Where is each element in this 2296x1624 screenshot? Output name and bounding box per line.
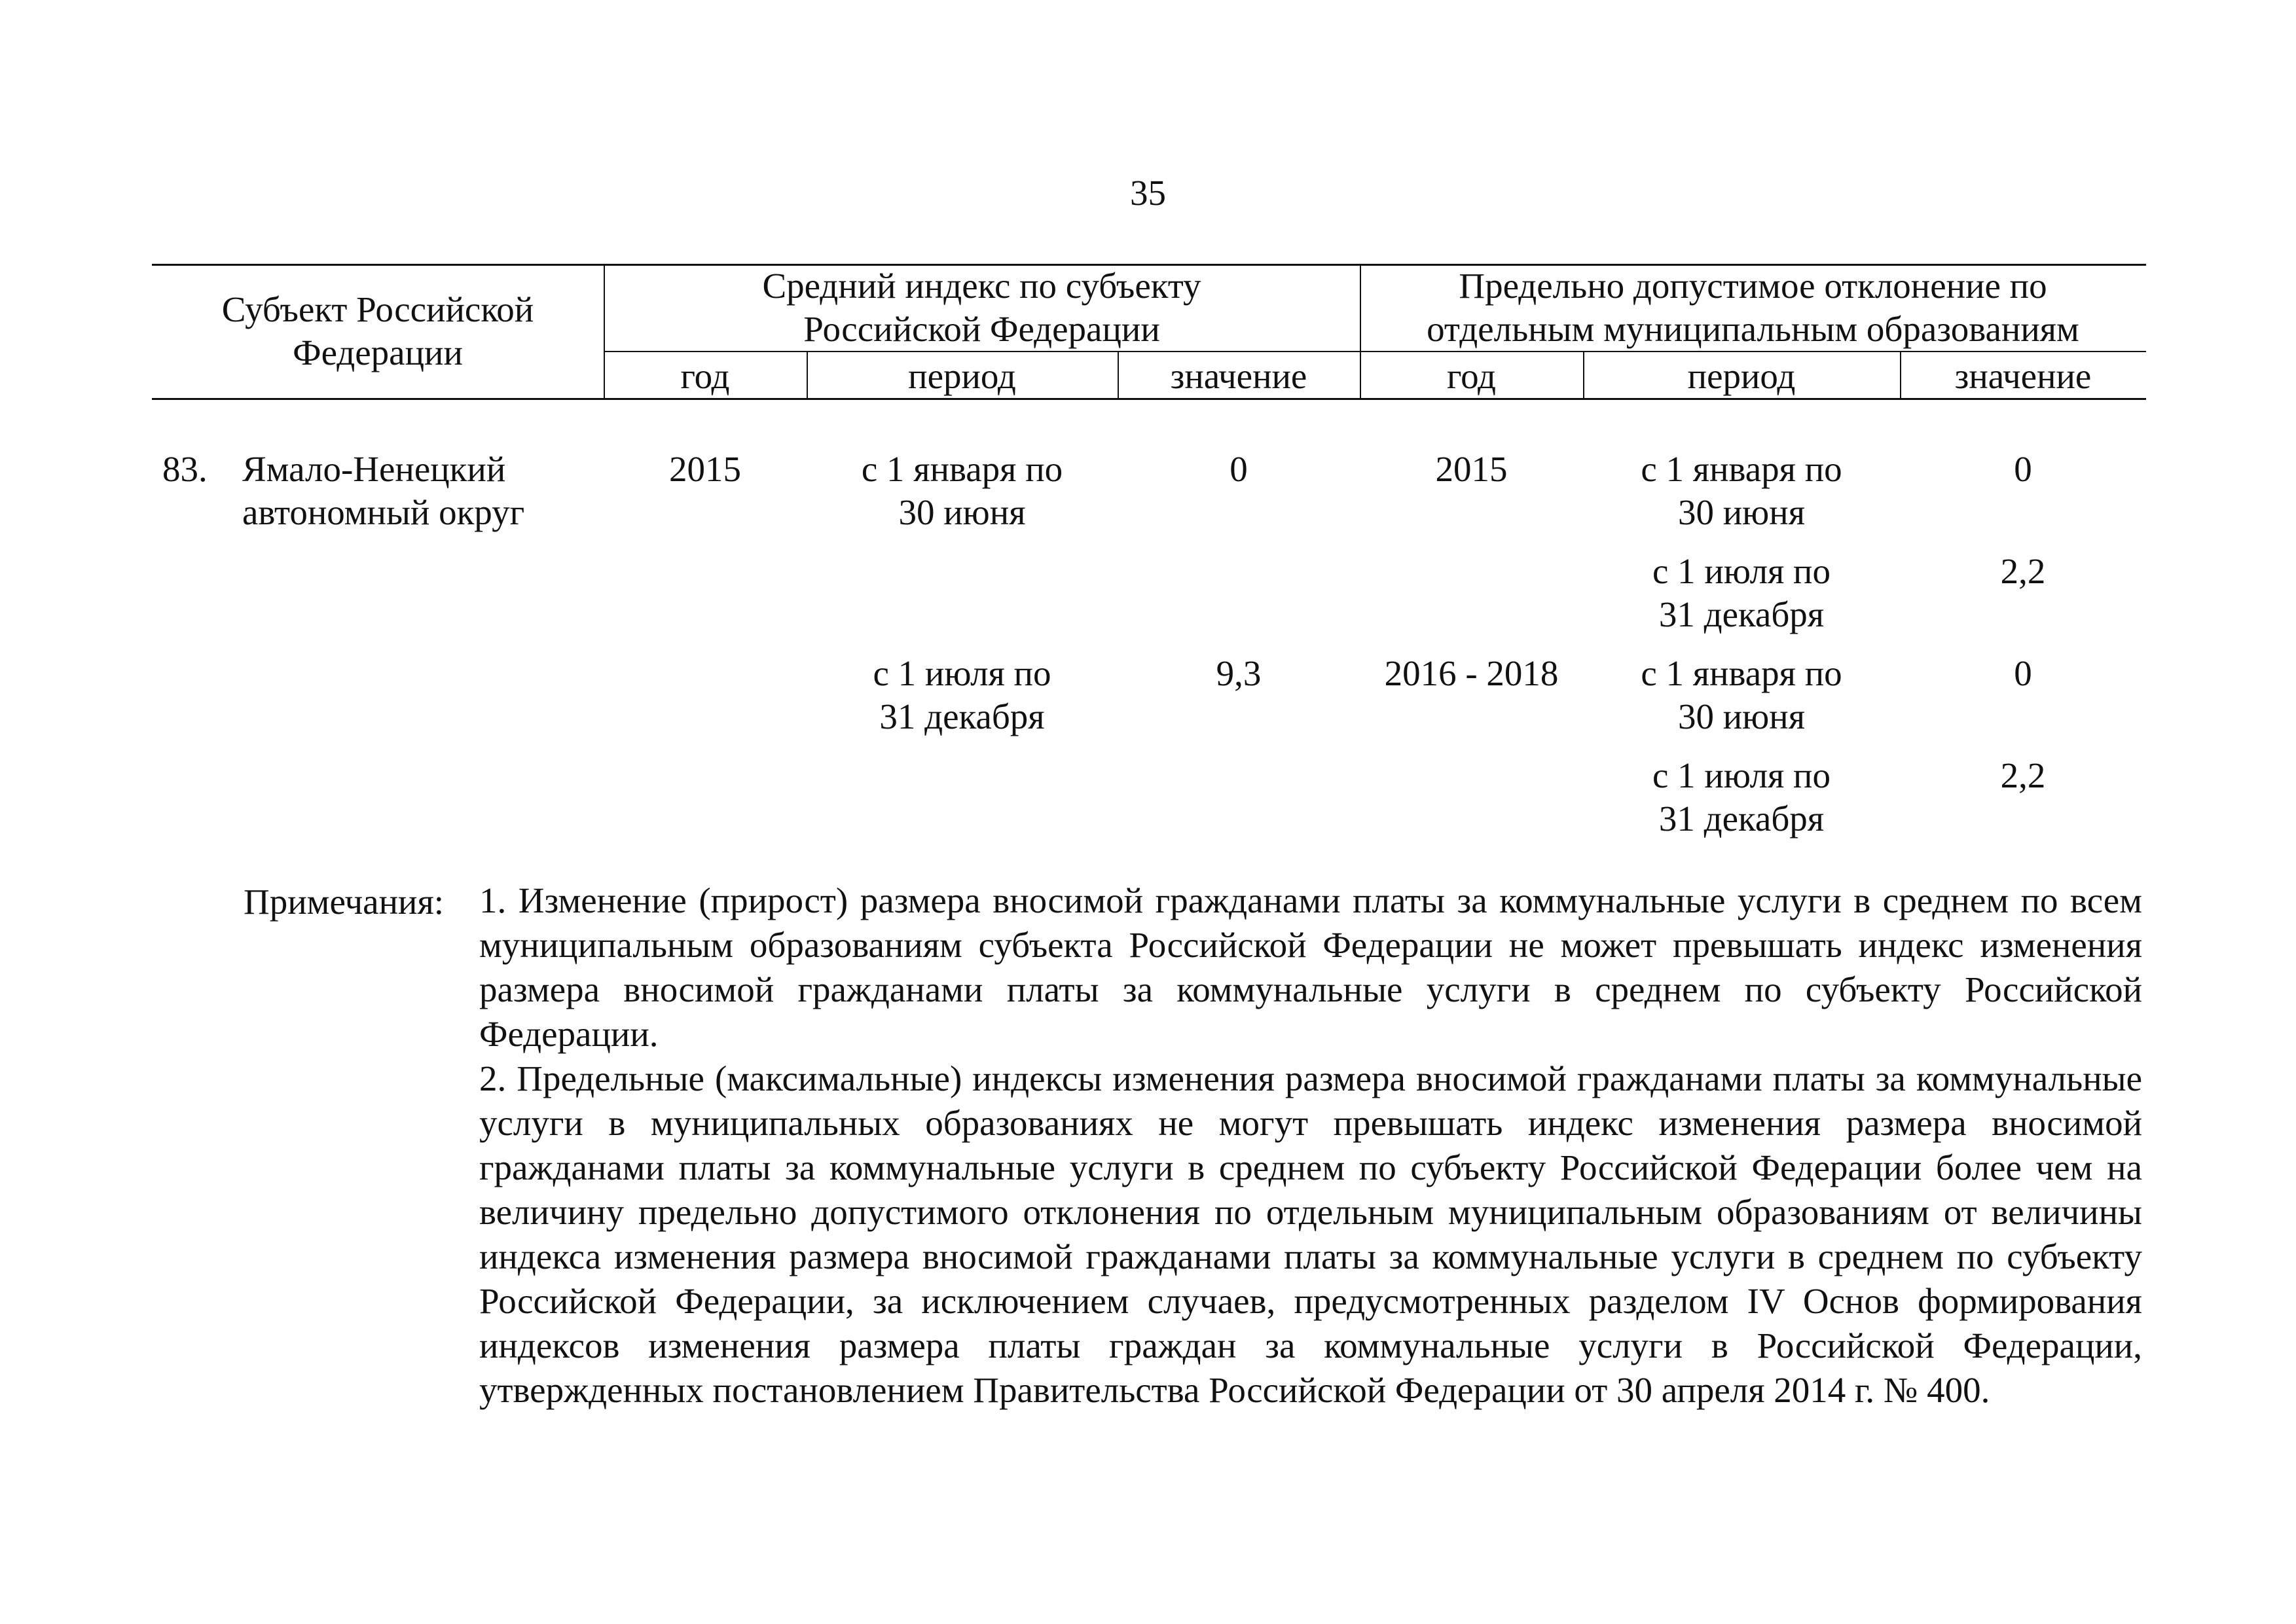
note-text: Изменение (прирост) размера вносимой гражданами платы за коммунальные услуги в среднем по всем муниципальным образованиям субъекта Российской Федерации не может превышать индекс изменения размера вносимой гражданами платы за коммунальные услуги в среднем по субъекту Российской Федерации.	[479, 880, 2143, 1054]
note-number: 2.	[479, 1058, 507, 1098]
dev-period: с 1 января по 30 июня	[1641, 449, 1842, 532]
header-period: период	[908, 356, 1016, 396]
header-subject: Субъект Российской Федерации	[221, 289, 534, 372]
avg-value: 0	[1230, 449, 1248, 489]
header-bottom-rule	[152, 398, 2146, 400]
dev-value: 2,2	[2000, 755, 2046, 795]
header-year: год	[1446, 356, 1497, 396]
header-value: значение	[1954, 356, 2092, 396]
dev-year: 2015	[1435, 449, 1508, 489]
note-item	[479, 878, 2142, 1056]
notes-label: Примечания:	[244, 882, 445, 922]
note-number: 1.	[479, 880, 507, 920]
header-average-index: Средний индекс по субъекту Российской Федерации	[762, 266, 1201, 349]
avg-value: 9,3	[1216, 653, 1262, 693]
dev-period: с 1 июля по 31 декабря	[1652, 755, 1831, 839]
row-number: 83.	[162, 449, 208, 489]
avg-period: с 1 июля по 31 декабря	[873, 653, 1051, 736]
dev-period: с 1 января по 30 июня	[1641, 653, 1842, 736]
page-number: 35	[1130, 173, 1166, 213]
dev-year: 2016 - 2018	[1384, 653, 1559, 693]
row-subject: Ямало-Ненецкий автономный округ	[242, 449, 525, 532]
dev-value: 2,2	[2000, 551, 2046, 591]
dev-period: с 1 июля по 31 декабря	[1652, 551, 1831, 634]
header-sub-rule	[604, 351, 2146, 352]
header-value: значение	[1170, 356, 1307, 396]
dev-value: 0	[2014, 449, 2032, 489]
note-item	[479, 1056, 2142, 1413]
avg-period: с 1 января по 30 июня	[861, 449, 1063, 532]
avg-year: 2015	[669, 449, 741, 489]
dev-value: 0	[2014, 653, 2032, 693]
header-period: период	[1687, 356, 1796, 396]
note-text: Предельные (максимальные) индексы изменения размера вносимой гражданами платы за коммунальные услуги в муниципальных образованиях не могут превышать индекс изменения размера вносимой гражданами платы за коммунальные услуги в среднем по субъекту Российской Федерации более чем на величину предельно допустимого отклонения по отдельным муниципальным образованиям от величины индекса изменения размера вносимой гражданами платы за коммунальные услуги в среднем по субъекту Российской Федерации, за исключением случаев, предусмотренных разделом IV Основ формирования индексов изменения размера платы граждан за коммунальные услуги в Российской Федерации, утвержденных постановлением Правительства Российской Федерации от 30 апреля 2014 г. № 400.	[479, 1058, 2143, 1410]
header-year: год	[680, 356, 730, 396]
header-deviation: Предельно допустимое отклонение по отдельным муниципальным образованиям	[1427, 266, 2079, 349]
